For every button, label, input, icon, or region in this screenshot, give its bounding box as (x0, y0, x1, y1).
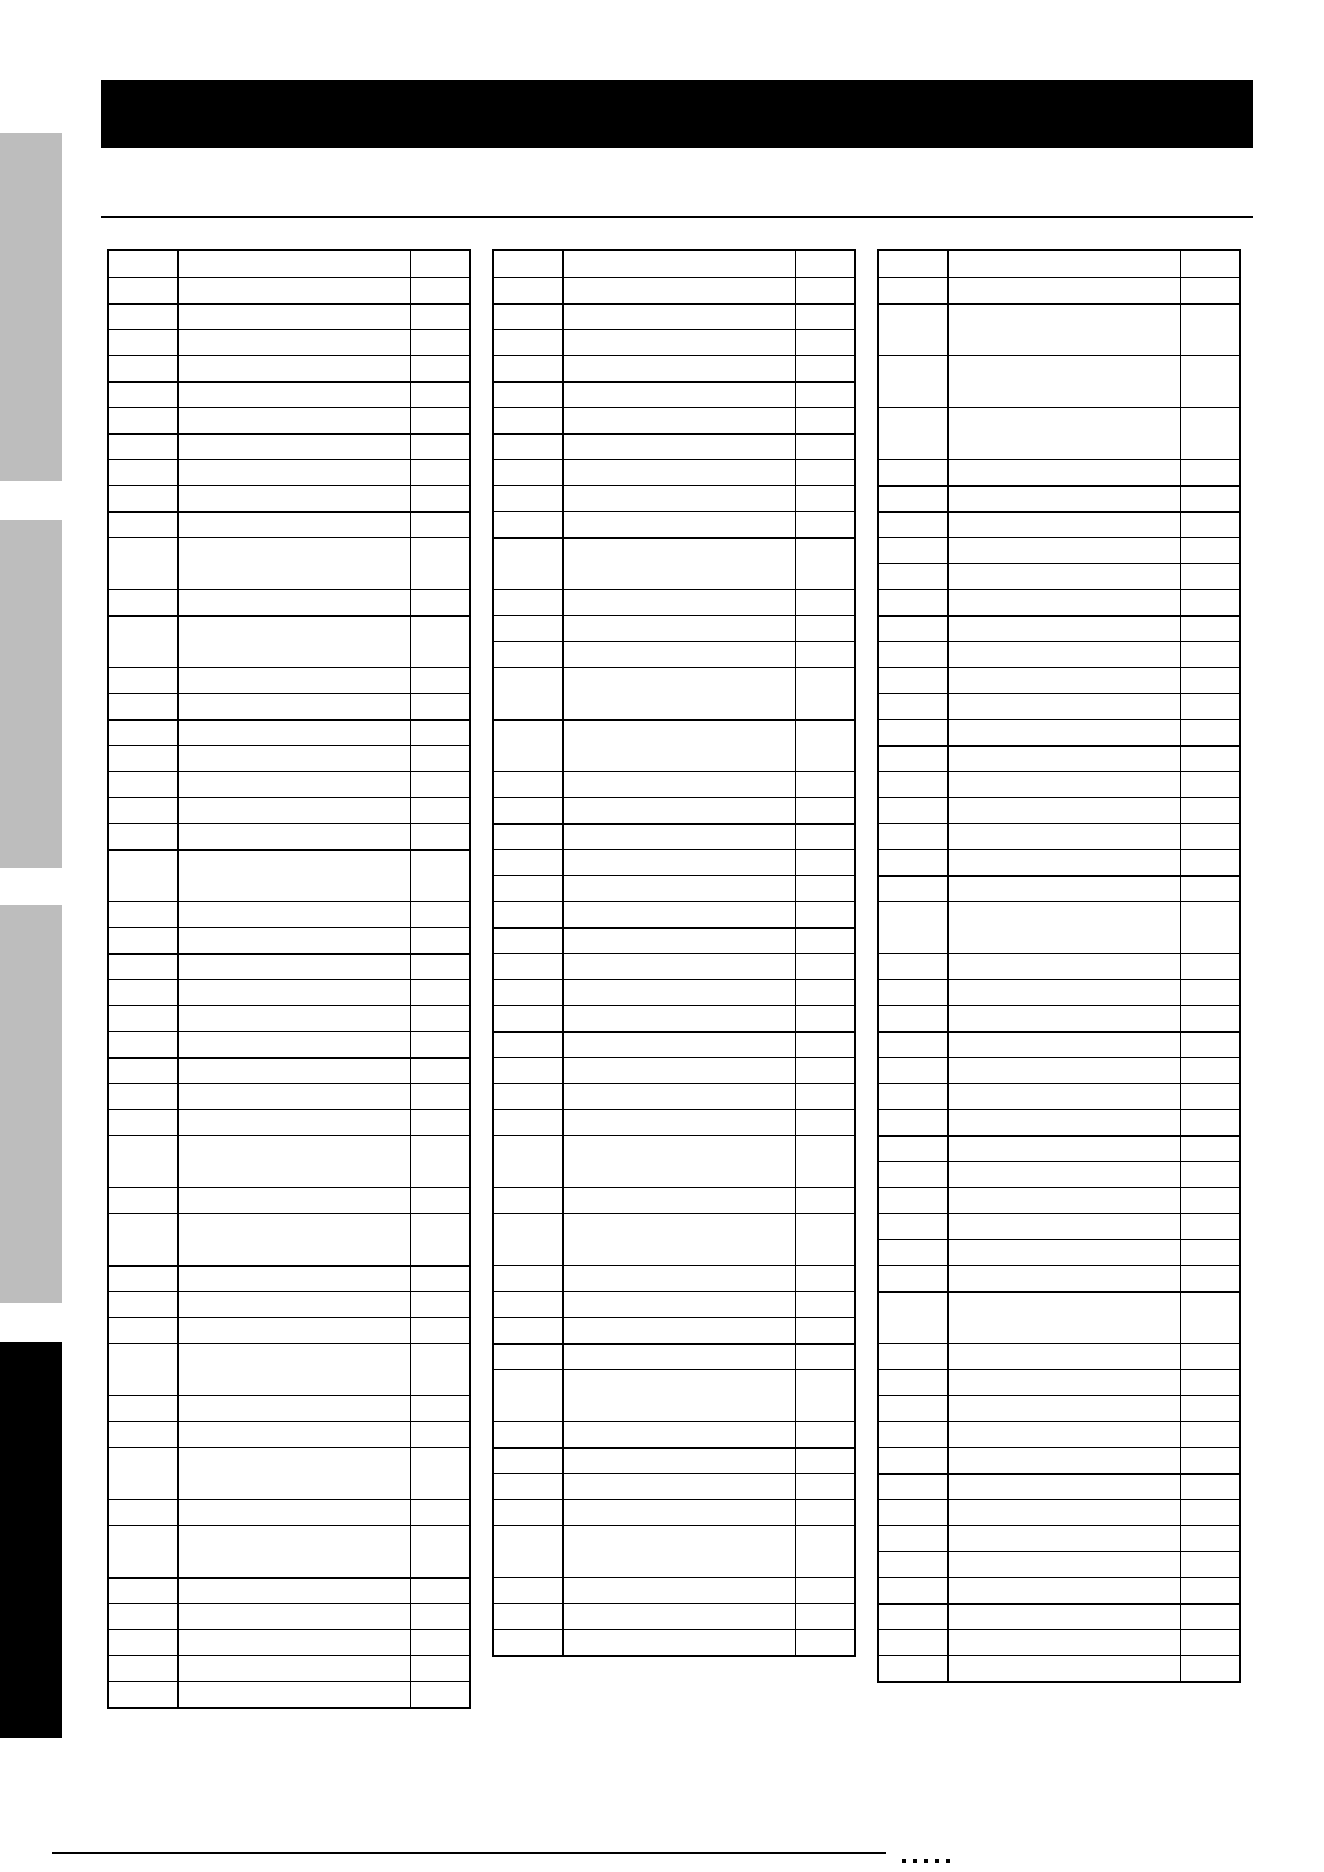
table-row (879, 1083, 1239, 1109)
table-row (494, 823, 854, 849)
table-row (109, 771, 469, 797)
table-row (494, 433, 854, 459)
table-row (494, 979, 854, 1005)
table-row (109, 381, 469, 407)
table-row (109, 433, 469, 459)
table-row (879, 1551, 1239, 1577)
table-row (879, 1655, 1239, 1681)
table-row (879, 901, 1239, 953)
table-row (879, 979, 1239, 1005)
table-row (109, 329, 469, 355)
table-row (879, 953, 1239, 979)
table-row (494, 1187, 854, 1213)
table-row (109, 1187, 469, 1213)
table-row (109, 1447, 469, 1499)
table-row (494, 901, 854, 927)
table-row (109, 1577, 469, 1603)
table-row (109, 1655, 469, 1681)
table-row (109, 693, 469, 719)
table-row (879, 667, 1239, 693)
table-row (109, 1213, 469, 1265)
table-row (109, 719, 469, 745)
table-row (109, 1629, 469, 1655)
table-row (494, 537, 854, 589)
table-row (109, 1681, 469, 1707)
table-row (494, 381, 854, 407)
parts-table-3 (877, 249, 1241, 1683)
table-row (109, 615, 469, 667)
table-row (494, 1317, 854, 1343)
table-row (494, 1135, 854, 1187)
table-row (494, 1447, 854, 1473)
table-row (494, 1083, 854, 1109)
table-row (879, 875, 1239, 901)
table-row (879, 1525, 1239, 1551)
table-row (494, 771, 854, 797)
table-row (879, 615, 1239, 641)
table-row (494, 875, 854, 901)
table-row (109, 901, 469, 927)
table-row (879, 537, 1239, 563)
table-row (879, 1031, 1239, 1057)
table-row (494, 1343, 854, 1369)
table-row (494, 849, 854, 875)
table-row (109, 823, 469, 849)
table-row (109, 667, 469, 693)
table-row (109, 1265, 469, 1291)
table-row (879, 589, 1239, 615)
table-row (879, 1239, 1239, 1265)
table-row (494, 1265, 854, 1291)
table-row (879, 1447, 1239, 1473)
table-row (109, 485, 469, 511)
table-row (494, 1473, 854, 1499)
table-row (879, 1291, 1239, 1343)
table-row (879, 303, 1239, 355)
table-row (109, 537, 469, 589)
table-row (109, 1499, 469, 1525)
table-row (109, 355, 469, 381)
table-row (109, 251, 469, 277)
column-divider (410, 251, 411, 1707)
table-row (109, 1395, 469, 1421)
table-row (494, 1629, 854, 1655)
table-row (494, 719, 854, 771)
table-row (879, 693, 1239, 719)
table-row (109, 1421, 469, 1447)
table-row (494, 1525, 854, 1577)
table-row (494, 1213, 854, 1265)
table-row (879, 1577, 1239, 1603)
table-row (879, 719, 1239, 745)
table-row (109, 1603, 469, 1629)
table-row (494, 1057, 854, 1083)
table-row (494, 1031, 854, 1057)
section-tab-2[interactable] (0, 520, 62, 868)
table-row (494, 1603, 854, 1629)
table-row (494, 355, 854, 381)
table-row (879, 1057, 1239, 1083)
column-divider (1180, 251, 1181, 1681)
table-row (494, 303, 854, 329)
table-row (109, 1525, 469, 1577)
table-row (879, 823, 1239, 849)
table-row (879, 251, 1239, 277)
table-row (879, 1109, 1239, 1135)
table-row (879, 459, 1239, 485)
table-row (494, 589, 854, 615)
table-row (109, 979, 469, 1005)
parts-table-1 (107, 249, 471, 1709)
table-row (494, 459, 854, 485)
table-row (109, 511, 469, 537)
header-rule (101, 216, 1253, 218)
table-row (494, 953, 854, 979)
table-row (494, 615, 854, 641)
footer-rule (52, 1852, 886, 1854)
table-row (879, 1265, 1239, 1291)
table-row (494, 797, 854, 823)
table-row (494, 1005, 854, 1031)
column-divider (795, 251, 796, 1655)
table-row (109, 459, 469, 485)
table-row (494, 641, 854, 667)
table-row (494, 329, 854, 355)
table-row (494, 667, 854, 719)
header-bar (101, 80, 1253, 148)
table-row (879, 1213, 1239, 1239)
table-row (879, 641, 1239, 667)
footer-text (902, 1850, 1002, 1856)
table-row (494, 485, 854, 511)
table-row (109, 1057, 469, 1083)
table-row (879, 771, 1239, 797)
table-row (109, 1109, 469, 1135)
table-row (109, 277, 469, 303)
table-row (109, 1317, 469, 1343)
table-row (109, 303, 469, 329)
table-row (879, 277, 1239, 303)
table-row (879, 511, 1239, 537)
table-row (879, 1629, 1239, 1655)
table-row (109, 849, 469, 901)
table-row (109, 927, 469, 953)
table-row (494, 1577, 854, 1603)
table-row (879, 1473, 1239, 1499)
table-row (494, 1421, 854, 1447)
table-row (879, 355, 1239, 407)
table-row (879, 1369, 1239, 1395)
table-row (494, 1369, 854, 1421)
table-row (494, 277, 854, 303)
table-row (109, 1031, 469, 1057)
table-row (494, 1109, 854, 1135)
table-row (879, 1499, 1239, 1525)
table-row (109, 1083, 469, 1109)
table-row (494, 251, 854, 277)
section-tab-1[interactable] (0, 133, 62, 481)
table-row (879, 1005, 1239, 1031)
section-tab-4-active[interactable] (0, 1342, 62, 1738)
table-row (109, 1343, 469, 1395)
table-row (879, 1343, 1239, 1369)
table-row (109, 953, 469, 979)
table-row (879, 1187, 1239, 1213)
table-row (109, 797, 469, 823)
table-row (109, 589, 469, 615)
table-row (879, 1421, 1239, 1447)
table-row (109, 1135, 469, 1187)
table-row (879, 1395, 1239, 1421)
table-row (879, 797, 1239, 823)
column-divider (947, 251, 949, 1681)
table-row (879, 485, 1239, 511)
table-row (879, 1135, 1239, 1161)
table-row (879, 1161, 1239, 1187)
table-row (109, 407, 469, 433)
table-row (494, 1499, 854, 1525)
parts-table-2 (492, 249, 856, 1657)
table-row (879, 745, 1239, 771)
section-tab-3[interactable] (0, 905, 62, 1303)
table-row (494, 1291, 854, 1317)
table-row (879, 849, 1239, 875)
table-row (494, 407, 854, 433)
table-row (879, 1603, 1239, 1629)
table-row (109, 1291, 469, 1317)
table-row (879, 407, 1239, 459)
table-row (494, 927, 854, 953)
table-row (109, 745, 469, 771)
column-divider (562, 251, 564, 1655)
table-row (109, 1005, 469, 1031)
table-row (879, 563, 1239, 589)
table-row (494, 511, 854, 537)
column-divider (177, 251, 179, 1707)
